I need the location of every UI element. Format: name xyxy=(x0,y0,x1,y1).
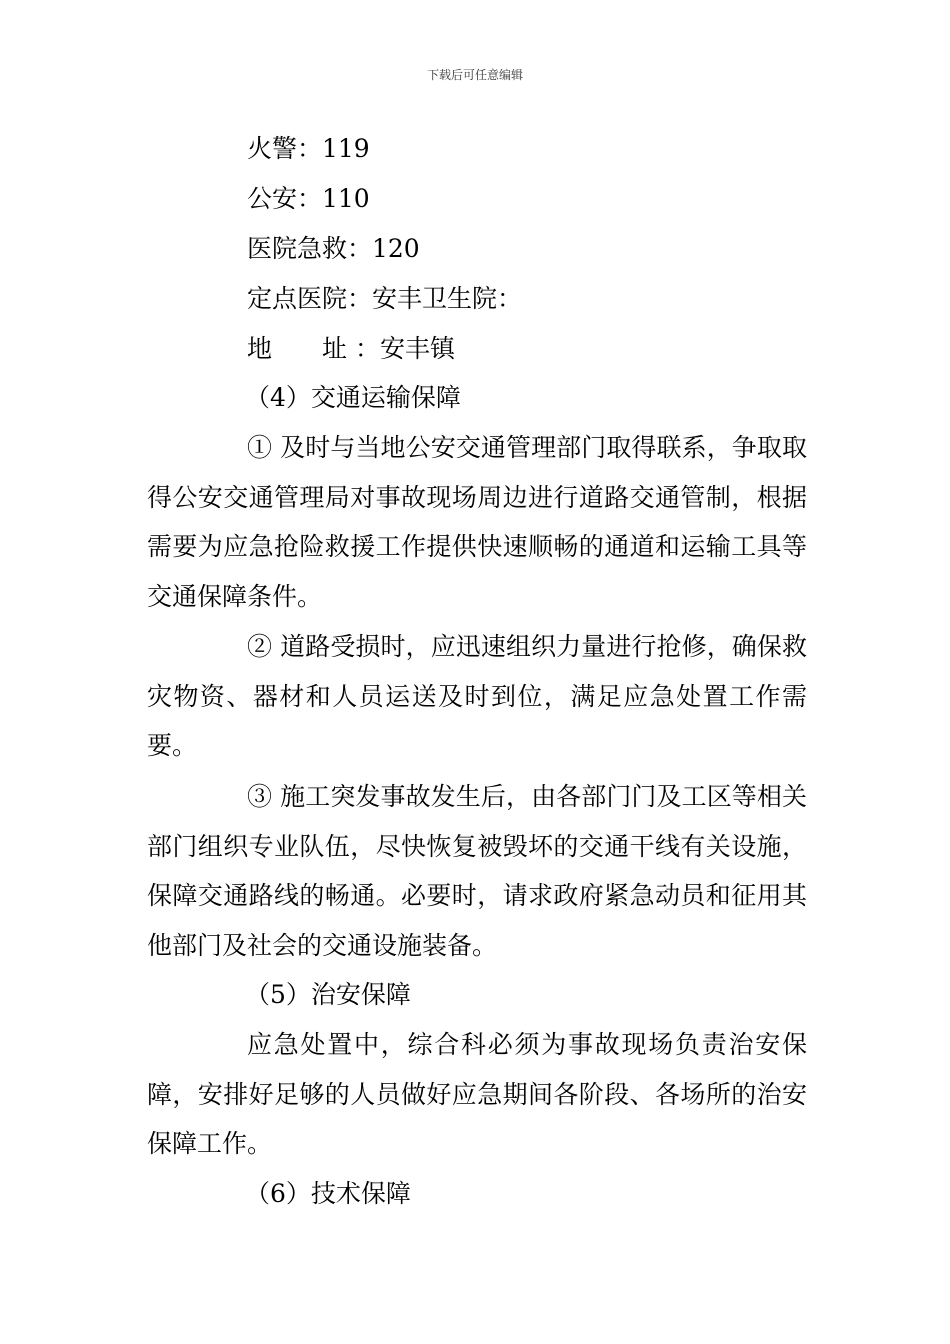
section-4-paragraph-3: ③ 施工突发事故发生后，由各部门门及工区等相关部门组织专业队伍，尽快恢复被毁坏的交通干线有关设施，保障交通路线的畅通。必要时，请求政府紧急动员和征用其他部门及社会的交通设施装备。 xyxy=(147,782,807,961)
section-6-title: （6）技术保障 xyxy=(245,1179,411,1208)
section-5-title: （5）治安保障 xyxy=(245,980,411,1009)
page-header-note: 下载后可任意编辑 xyxy=(426,68,523,82)
section-4-paragraph-2: ② 道路受损时，应迅速组织力量进行抢修，确保救灾物资、器材和人员运送及时到位，满足应急处置工作需要。 xyxy=(147,632,807,761)
address-label: 地 址 xyxy=(247,334,348,363)
section-4-title: （4）交通运输保障 xyxy=(245,383,461,412)
contact-ambulance: 医院急救：120 xyxy=(247,234,420,263)
contact-fire: 火警：119 xyxy=(247,134,370,163)
address-value: ：安丰镇 xyxy=(355,334,456,363)
contact-hospital: 定点医院：安丰卫生院： xyxy=(247,284,523,313)
contact-police: 公安：110 xyxy=(247,184,370,213)
section-4-paragraph-1: ① 及时与当地公安交通管理部门取得联系，争取取得公安交通管理局对事故现场周边进行道路交通管制，根据需要为应急抢险救援工作提供快速顺畅的通道和运输工具等交通保障条件。 xyxy=(147,433,807,612)
section-5-paragraph-1: 应急处置中，综合科必须为事故现场负责治安保障，安排好足够的人员做好应急期间各阶段、各场所的治安保障工作。 xyxy=(147,1030,807,1159)
contact-address xyxy=(247,334,455,364)
